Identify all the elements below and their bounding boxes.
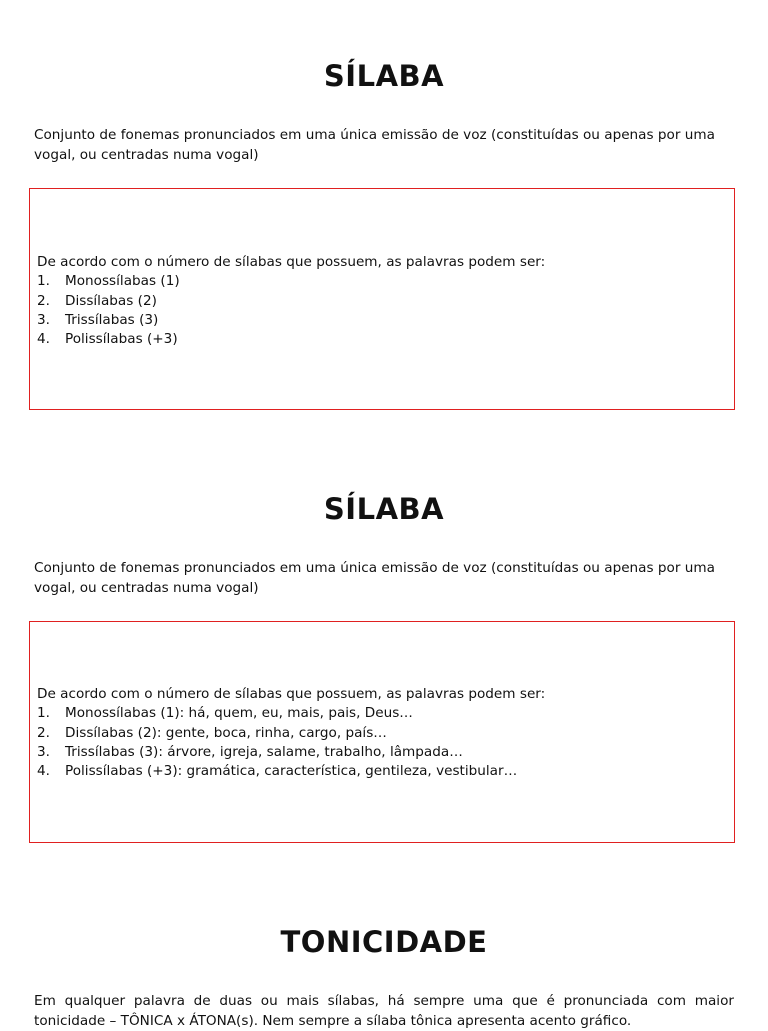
slide-title: SÍLABA <box>323 492 445 526</box>
list-text: Trissílabas (3) <box>65 311 159 328</box>
classification-list <box>37 272 545 349</box>
list-item <box>37 724 545 743</box>
definition-paragraph: Conjunto de fonemas pronunciados em uma única emissão de voz (constituídas ou apenas por uma vogal, ou centradas numa vogal) <box>34 560 715 596</box>
list-item <box>37 311 545 330</box>
list-item <box>37 330 545 349</box>
list-number: 4. <box>37 331 50 348</box>
list-item <box>37 292 545 311</box>
classification-lead: De acordo com o número de sílabas que possuem, as palavras podem ser: <box>37 254 546 270</box>
classification-box <box>29 188 735 410</box>
list-number: 3. <box>37 743 50 760</box>
list-text: Dissílabas (2) <box>65 292 157 309</box>
list-item <box>37 704 545 723</box>
list-number: 1. <box>37 273 50 290</box>
slide-title: TONICIDADE <box>280 925 488 959</box>
classification-box <box>29 621 735 843</box>
list-number: 2. <box>37 724 50 741</box>
list-number: 2. <box>37 292 50 309</box>
classification-lead: De acordo com o número de sílabas que possuem, as palavras podem ser: <box>37 686 546 702</box>
list-item <box>37 762 545 781</box>
slide-title: SÍLABA <box>323 59 445 93</box>
classification-text <box>37 253 545 349</box>
list-text: Polissílabas (+3) <box>65 331 178 348</box>
tonicity-paragraph: Em qualquer palavra de duas ou mais sílabas, há sempre uma que é pronunciada com maior tonicidade – TÔNICA x ÁTONA(s). Nem sempre a sílaba tônica apresenta acento gráfico. <box>34 993 734 1029</box>
list-number: 4. <box>37 763 50 780</box>
list-text: Trissílabas (3): árvore, igreja, salame, trabalho, lâmpada… <box>65 743 463 760</box>
definition-paragraph: Conjunto de fonemas pronunciados em uma única emissão de voz (constituídas ou apenas por uma vogal, ou centradas numa vogal) <box>34 127 715 163</box>
list-number: 1. <box>37 705 50 722</box>
classification-text <box>37 685 545 781</box>
list-text: Dissílabas (2): gente, boca, rinha, cargo, país… <box>65 724 387 741</box>
list-number: 3. <box>37 311 50 328</box>
classification-list <box>37 704 545 781</box>
list-text: Monossílabas (1) <box>65 273 180 290</box>
list-item <box>37 743 545 762</box>
list-item <box>37 272 545 291</box>
list-text: Monossílabas (1): há, quem, eu, mais, pais, Deus… <box>65 705 413 722</box>
list-text: Polissílabas (+3): gramática, característica, gentileza, vestibular… <box>65 763 518 780</box>
